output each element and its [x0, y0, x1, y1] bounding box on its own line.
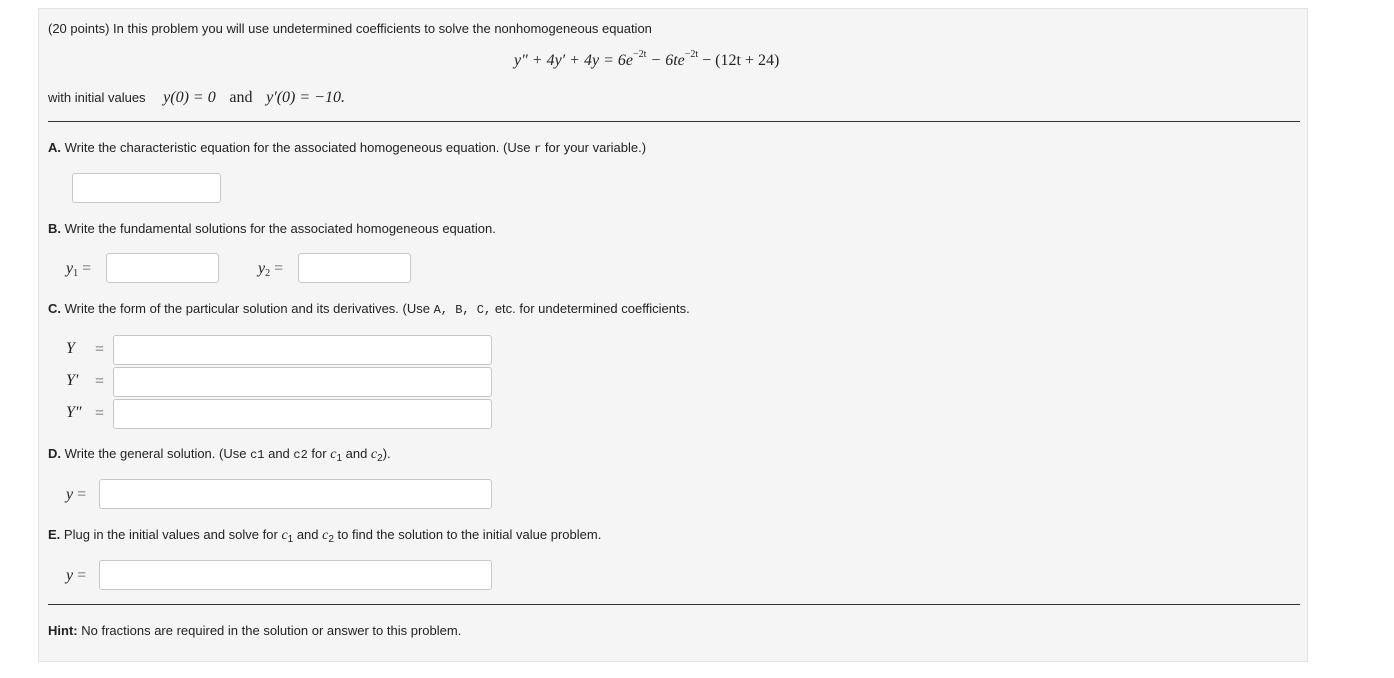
y2-label: y2 =	[258, 260, 284, 279]
top-tab-strip	[38, 0, 398, 3]
problem-intro: (20 points) In this problem you will use undetermined coefficients to solve the nonhomogeneous equation	[48, 21, 652, 36]
Yprime-label: Y′	[66, 372, 79, 389]
Yprime-input[interactable]	[113, 367, 492, 397]
differential-equation: $y'' + 4y' + 4y = 6e^{-2t} - 6te^{-2t} - (12t + 24)$	[514, 49, 780, 69]
part-a-prompt: A. Write the characteristic equation for the associated homogeneous equation. (Use r for your variable.)	[48, 140, 647, 156]
Ydoubleprime-equals: =	[95, 405, 105, 422]
general-solution-input[interactable]	[99, 479, 492, 509]
problem-panel	[38, 8, 1308, 662]
initial-values-line: with initial values y(0) = 0 and y′(0) = −10.	[48, 89, 345, 106]
top-divider	[48, 121, 1300, 122]
part-c-prompt: C. Write the form of the particular solution and its derivatives. (Use A, B, C, etc. for undetermined coefficients.	[48, 301, 690, 317]
Ydoubleprime-label: Y″	[66, 404, 82, 421]
Ydoubleprime-input[interactable]	[113, 399, 492, 429]
Yprime-equals: =	[95, 373, 105, 390]
bottom-divider	[48, 604, 1300, 605]
ivp-solution-label: y =	[66, 567, 87, 584]
ivp-solution-input[interactable]	[99, 560, 492, 590]
hint-text: Hint: No fractions are required in the solution or answer to this problem.	[48, 623, 462, 638]
Y-input[interactable]	[113, 335, 492, 365]
Y-label: Y	[66, 340, 75, 357]
part-d-prompt: D. Write the general solution. (Use c1 and c2 for $c_1$ and $c_2$).	[48, 446, 391, 464]
y1-label: y1 =	[66, 260, 92, 279]
Y-equals: =	[95, 341, 105, 358]
part-b-prompt: B. Write the fundamental solutions for the associated homogeneous equation.	[48, 221, 496, 236]
general-solution-label: y =	[66, 486, 87, 503]
y2-input[interactable]	[298, 253, 411, 283]
y1-input[interactable]	[106, 253, 219, 283]
part-e-prompt: E. Plug in the initial values and solve for $c_1$ and $c_2$ to find the solution to the initial value problem.	[48, 527, 602, 545]
characteristic-equation-input[interactable]	[72, 173, 221, 203]
